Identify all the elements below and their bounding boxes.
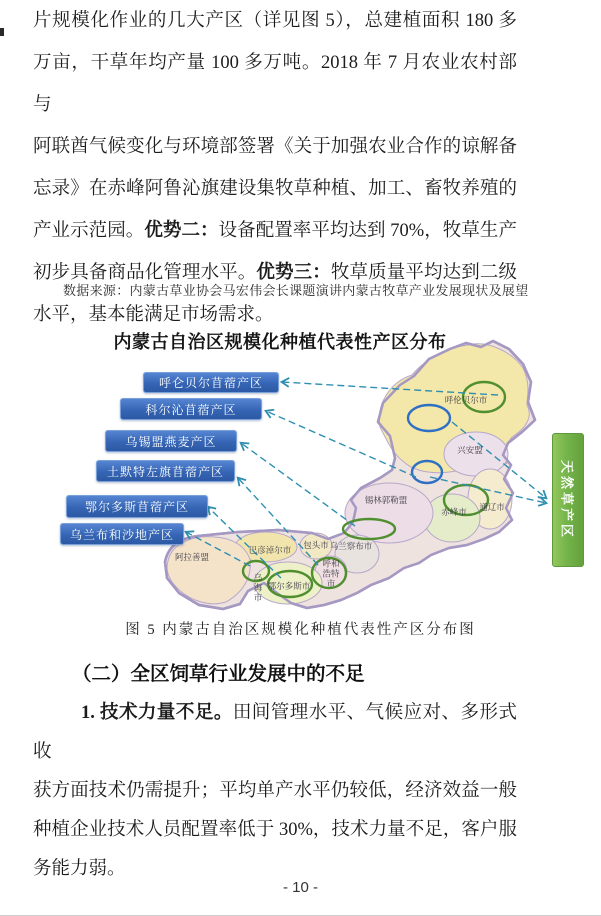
map-label-baotou: 包头市	[303, 540, 329, 551]
bold-text-segment: 优势三：	[256, 263, 331, 283]
map-label-bayannur: 巴彦淖尔市	[248, 545, 292, 556]
map-label-hohhot: 呼和浩特市	[322, 558, 340, 588]
page-number: - 10 -	[282, 879, 318, 896]
figure-title: 内蒙古自治区规模化种植代表性产区分布	[113, 332, 447, 352]
map-label-chifeng: 赤峰市	[441, 507, 467, 518]
text-segment: 牧草质量平均达到二级	[330, 263, 517, 283]
text-segment: 田间管理水平、气候应对、多形式收	[33, 703, 517, 762]
text-segment: 片规模化作业的几大产区（详见图 5），总建植面积 180 多	[33, 11, 517, 31]
text-line	[33, 294, 517, 336]
label-ordos-alfalfa: 鄂尔多斯苜蓿产区	[66, 495, 208, 518]
label-korqin-alfalfa: 科尔沁苜蓿产区	[120, 398, 262, 420]
map-label-alxa: 阿拉善盟	[174, 552, 210, 563]
text-segment: 种植企业技术人员配置率低于 30%，技术力量不足，客户服	[33, 820, 517, 840]
source-note: 数据来源：内蒙古草业协会马宏伟会长课题演讲内蒙古牧草产业发展现状及展望	[63, 283, 529, 298]
text-segment: 万亩，干草年均产量 100 多万吨。2018 年 7 月农业农村部与	[33, 53, 517, 115]
map-label-wuhai: 乌海市	[253, 572, 263, 602]
text-line	[33, 126, 517, 168]
section-heading: （二）全区饲草行业发展中的不足	[72, 664, 365, 685]
map-label-hulunbuir: 呼伦贝尔市	[444, 395, 488, 406]
text-line	[33, 772, 517, 811]
bold-text-segment: 1. 技术力量不足。	[81, 703, 233, 723]
figure-caption: 图 5 内蒙古自治区规模化种植代表性产区分布图	[125, 622, 476, 638]
text-segment: 阿联酋气候变化与环境部签署《关于加强农业合作的谅解备	[33, 137, 517, 157]
label-tumotezuoqi-alfalfa: 土默特左旗苜蓿产区	[96, 460, 235, 482]
natural-grass-bar-label: 天然草产区	[559, 459, 575, 541]
text-segment: 产业示范园。	[33, 221, 145, 241]
label-wuximeng-oat: 乌锡盟燕麦产区	[105, 430, 237, 452]
text-segment: 获方面技术仍需提升；平均单产水平仍较低，经济效益一般	[33, 781, 517, 801]
text-line	[33, 42, 517, 126]
text-line	[33, 0, 517, 42]
map-label-xingan: 兴安盟	[457, 445, 483, 456]
text-segment: 水平，基本能满足市场需求。	[33, 305, 274, 325]
map-label-ordos: 鄂尔多斯市	[267, 581, 311, 592]
text-segment: 忘录》在赤峰阿鲁沁旗建设集牧草种植、加工、畜牧养殖的	[33, 179, 517, 199]
bold-text-segment: 优势二：	[144, 221, 219, 241]
map-label-tongliao: 通辽市	[479, 502, 505, 513]
scan-artifact	[0, 28, 4, 36]
text-line	[33, 168, 517, 210]
natural-grass-bar	[552, 433, 584, 567]
text-line	[33, 210, 517, 252]
paragraph-bottom	[33, 694, 517, 889]
label-wulanbuhe-sandy: 乌兰布和沙地产区	[60, 523, 184, 545]
text-line	[33, 811, 517, 850]
text-line	[33, 694, 517, 772]
map-label-xilingol: 锡林郭勒盟	[364, 495, 408, 506]
map-label-ulanqab: 乌兰察布市	[329, 541, 373, 552]
text-segment: 初步具备商品化管理水平。	[33, 263, 257, 283]
label-hulunbuir-alfalfa: 呼仑贝尔苜蓿产区	[143, 372, 279, 393]
figure-map	[60, 332, 600, 620]
text-segment: 设备配置率平均达到 70%，牧草生产	[218, 221, 517, 241]
text-segment: 务能力弱。	[33, 859, 126, 879]
arrow-wuximeng-label	[241, 443, 355, 526]
